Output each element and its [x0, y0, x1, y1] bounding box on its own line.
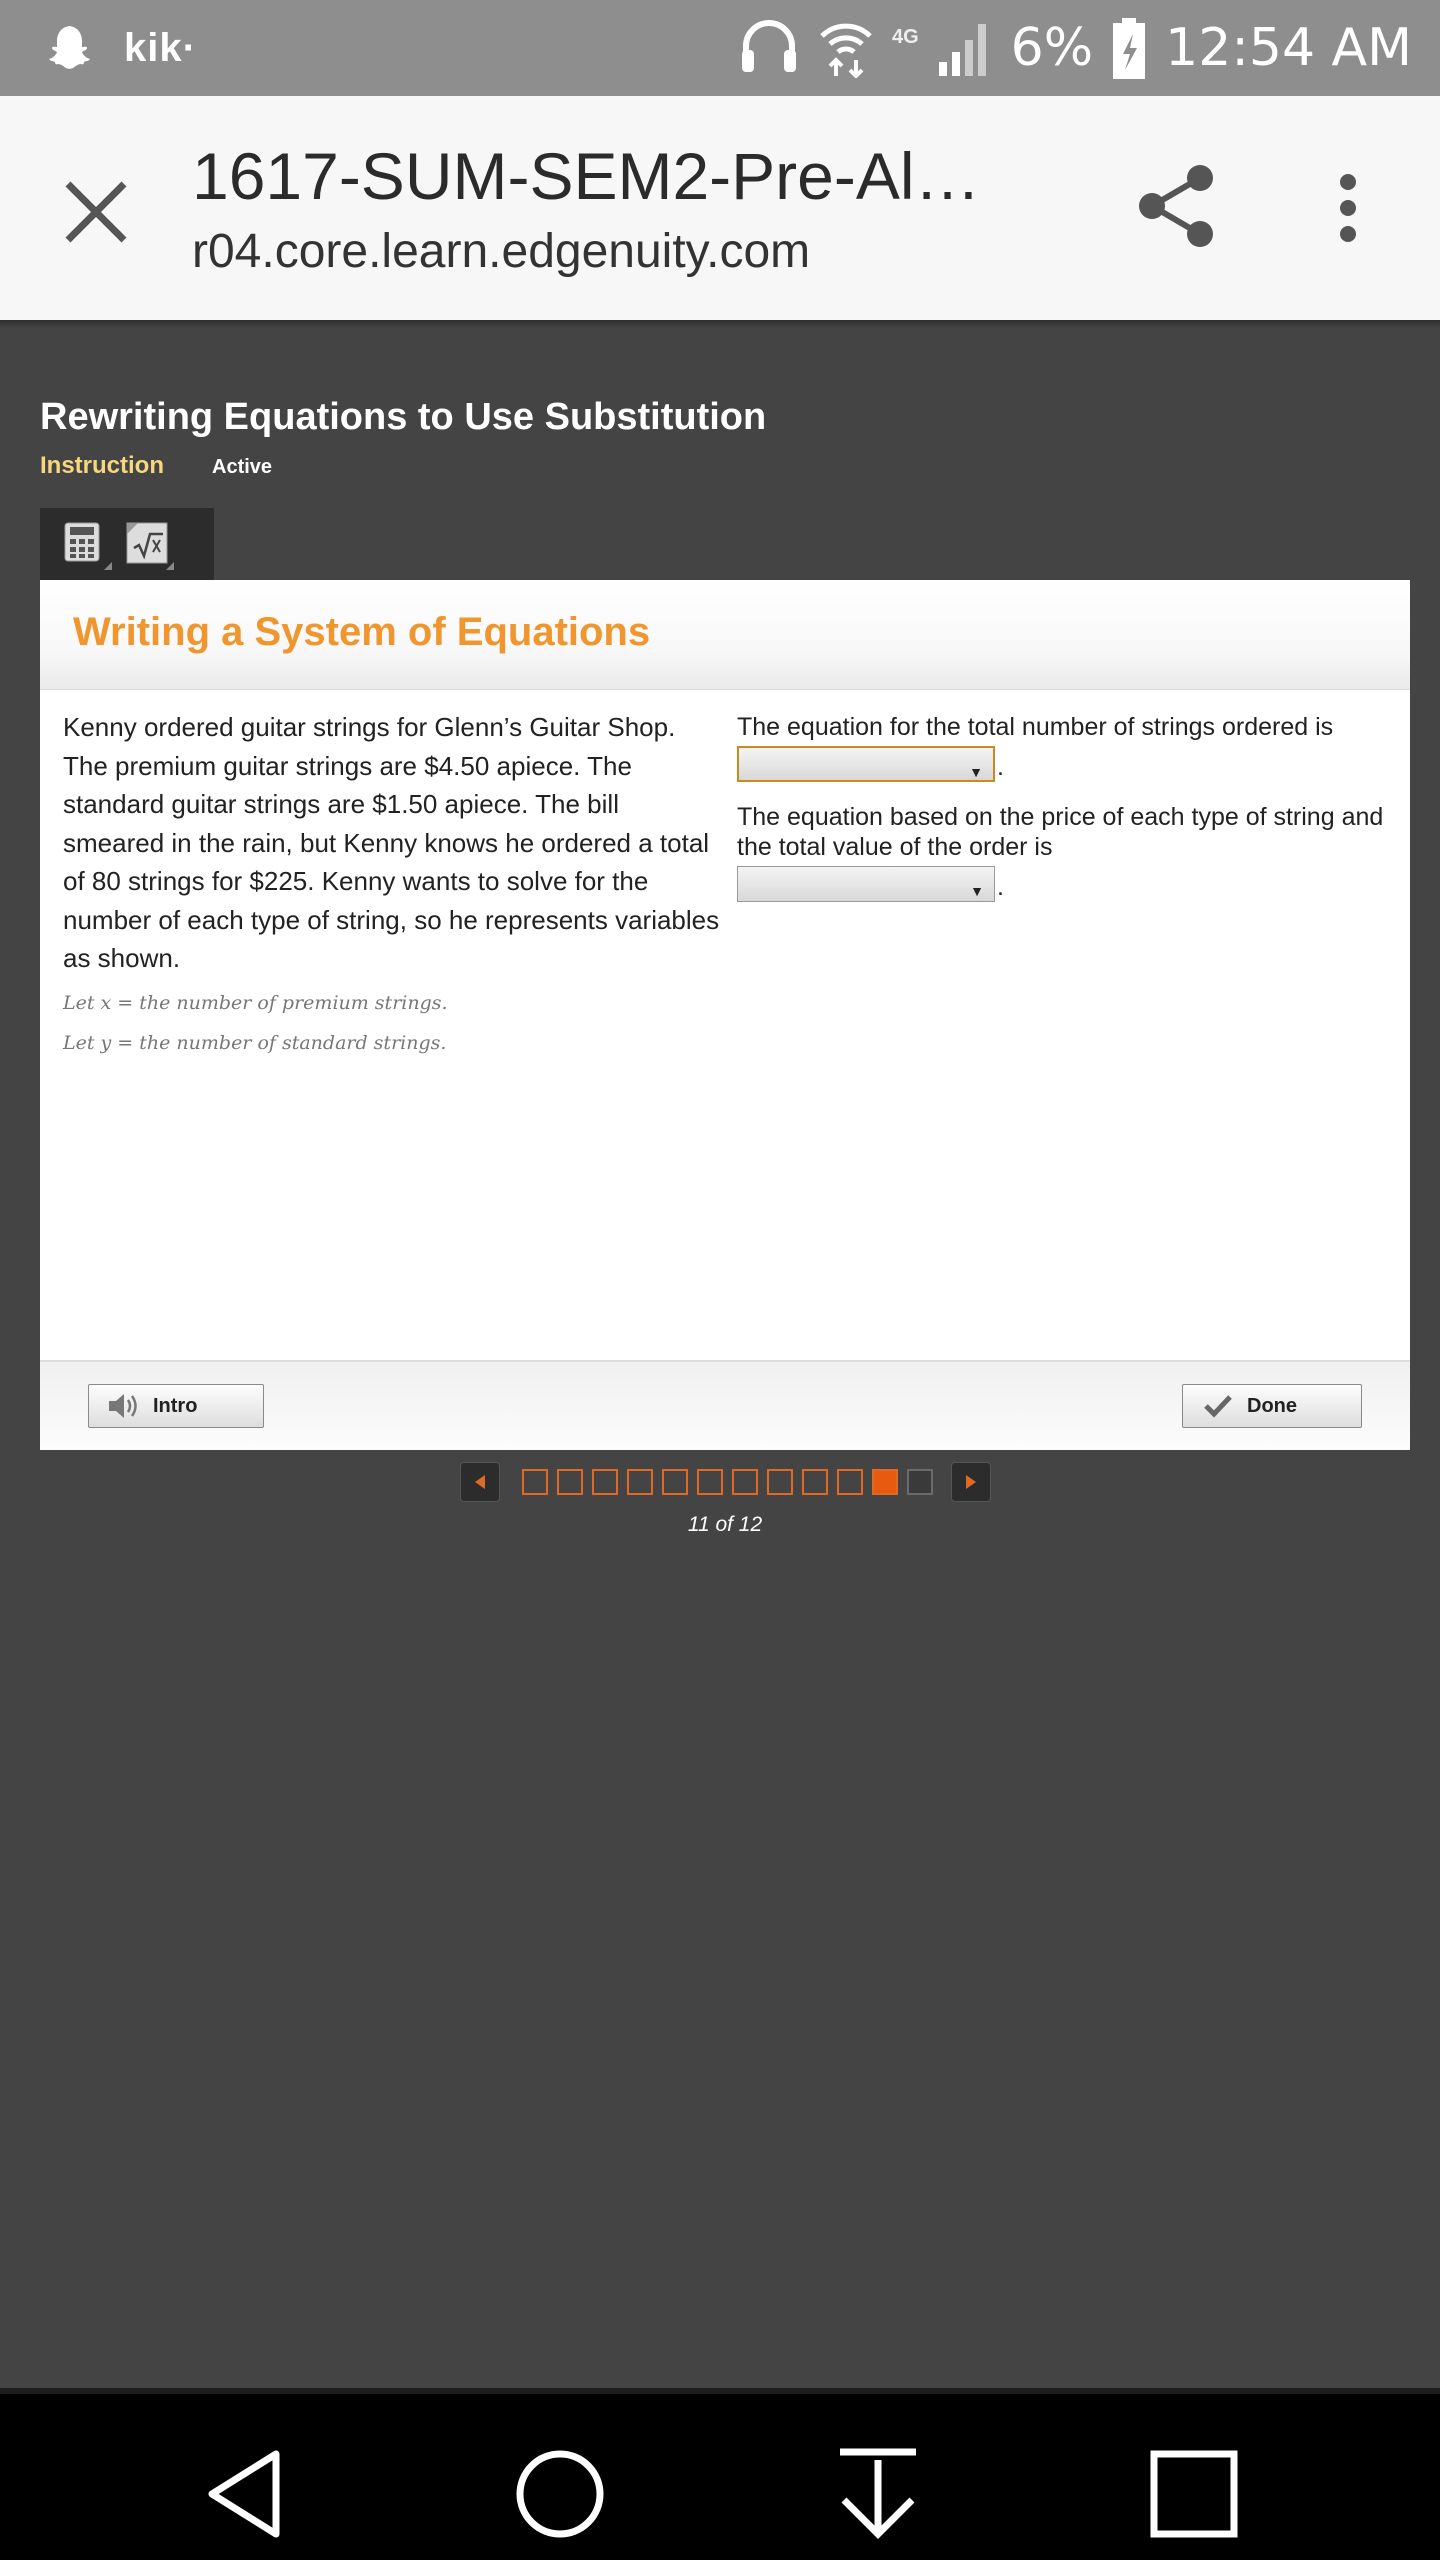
- close-icon[interactable]: [60, 176, 132, 248]
- variable-y-definition: Let y = the number of standard strings.: [63, 1031, 447, 1054]
- page-indicator-11[interactable]: [872, 1469, 898, 1495]
- next-page-button[interactable]: [951, 1462, 991, 1502]
- page-title: 1617-SUM-SEM2-Pre-Al…: [192, 139, 981, 213]
- headset-icon: [738, 18, 800, 78]
- snapchat-icon: [40, 20, 96, 76]
- page-count-label: 11 of 12: [687, 1513, 763, 1536]
- page-indicator-12[interactable]: [907, 1469, 933, 1495]
- tools-tab: [40, 508, 214, 580]
- question-1-period: .: [997, 753, 1004, 781]
- share-icon[interactable]: [1136, 162, 1218, 250]
- network-type-label: 4G: [891, 25, 919, 48]
- page-indicator-5[interactable]: [662, 1469, 688, 1495]
- intro-button[interactable]: [88, 1384, 264, 1428]
- pager: [460, 1462, 991, 1502]
- system-nav-bar: [0, 2388, 1440, 2560]
- clock: 12:54 AM: [1165, 18, 1412, 78]
- activity-panel: [40, 580, 1410, 1450]
- download-icon[interactable]: [830, 2446, 926, 2542]
- square-root-icon: [126, 522, 168, 564]
- header-shadow: [0, 320, 1440, 328]
- arrow-left-icon: [473, 1474, 487, 1490]
- page-indicators: [522, 1469, 933, 1495]
- question-2: [737, 802, 1397, 902]
- back-icon[interactable]: [198, 2446, 294, 2542]
- page-indicator-4[interactable]: [627, 1469, 653, 1495]
- page-indicator-1[interactable]: [522, 1469, 548, 1495]
- lesson-title: Rewriting Equations to Use Substitution: [40, 396, 767, 438]
- speaker-icon: [107, 1391, 141, 1421]
- questions-column: [737, 712, 1397, 922]
- done-button[interactable]: [1182, 1384, 1362, 1428]
- page-indicator-8[interactable]: [767, 1469, 793, 1495]
- page-url: r04.core.learn.edgenuity.com: [192, 225, 811, 278]
- question-2-text: The equation based on the price of each type of string and the total value of the order is: [737, 803, 1384, 861]
- page-indicator-10[interactable]: [837, 1469, 863, 1495]
- page-indicator-2[interactable]: [557, 1469, 583, 1495]
- panel-footer: [40, 1360, 1410, 1450]
- wifi-icon: [818, 18, 874, 78]
- home-icon[interactable]: [512, 2446, 608, 2542]
- page-indicator-6[interactable]: [697, 1469, 723, 1495]
- variable-x-definition: Let x = the number of premium strings.: [63, 991, 448, 1014]
- panel-header: [40, 580, 1410, 690]
- recent-apps-icon[interactable]: [1146, 2446, 1242, 2542]
- kik-app-label: kik·: [124, 25, 197, 70]
- page-indicator-9[interactable]: [802, 1469, 828, 1495]
- checkmark-icon: [1203, 1393, 1233, 1419]
- lesson-status-label: Active: [212, 456, 273, 478]
- problem-text: Kenny ordered guitar strings for Glenn’s Guitar Shop. The premium guitar strings are $4.50 apiece. The standard guitar strings are $1.50 apiece. The bill smeared in the rain, but Kenny knows he ordered a total of 80 strings for $225. Kenny wants to solve for the number of each type of string, so he represents variables as shown.: [63, 712, 720, 973]
- panel-title: Writing a System of Equations: [73, 610, 651, 654]
- arrow-right-icon: [964, 1474, 978, 1490]
- question-2-period: .: [997, 873, 1004, 901]
- battery-charging-icon: [1111, 16, 1147, 80]
- page-indicator-7[interactable]: [732, 1469, 758, 1495]
- signal-icon: [937, 18, 993, 78]
- equation-2-dropdown[interactable]: [737, 866, 995, 902]
- question-1: [737, 712, 1397, 782]
- status-bar: [0, 0, 1440, 96]
- calculator-button[interactable]: [64, 522, 104, 564]
- problem-column: [63, 708, 723, 1054]
- equation-1-dropdown[interactable]: [737, 746, 995, 782]
- intro-label: Intro: [153, 1394, 198, 1417]
- formula-button[interactable]: [126, 522, 166, 564]
- more-options-icon[interactable]: [1330, 172, 1366, 244]
- previous-page-button[interactable]: [460, 1462, 500, 1502]
- lesson-type-label: Instruction: [40, 452, 164, 479]
- calculator-icon: [64, 522, 100, 562]
- page-indicator-3[interactable]: [592, 1469, 618, 1495]
- dropdown-arrow-icon: ▼: [970, 883, 984, 899]
- battery-percent: 6%: [1010, 18, 1094, 78]
- dropdown-arrow-icon: ▼: [969, 764, 983, 780]
- browser-header: [0, 96, 1440, 320]
- question-1-text: The equation for the total number of strings ordered is: [737, 713, 1334, 741]
- done-label: Done: [1247, 1394, 1297, 1417]
